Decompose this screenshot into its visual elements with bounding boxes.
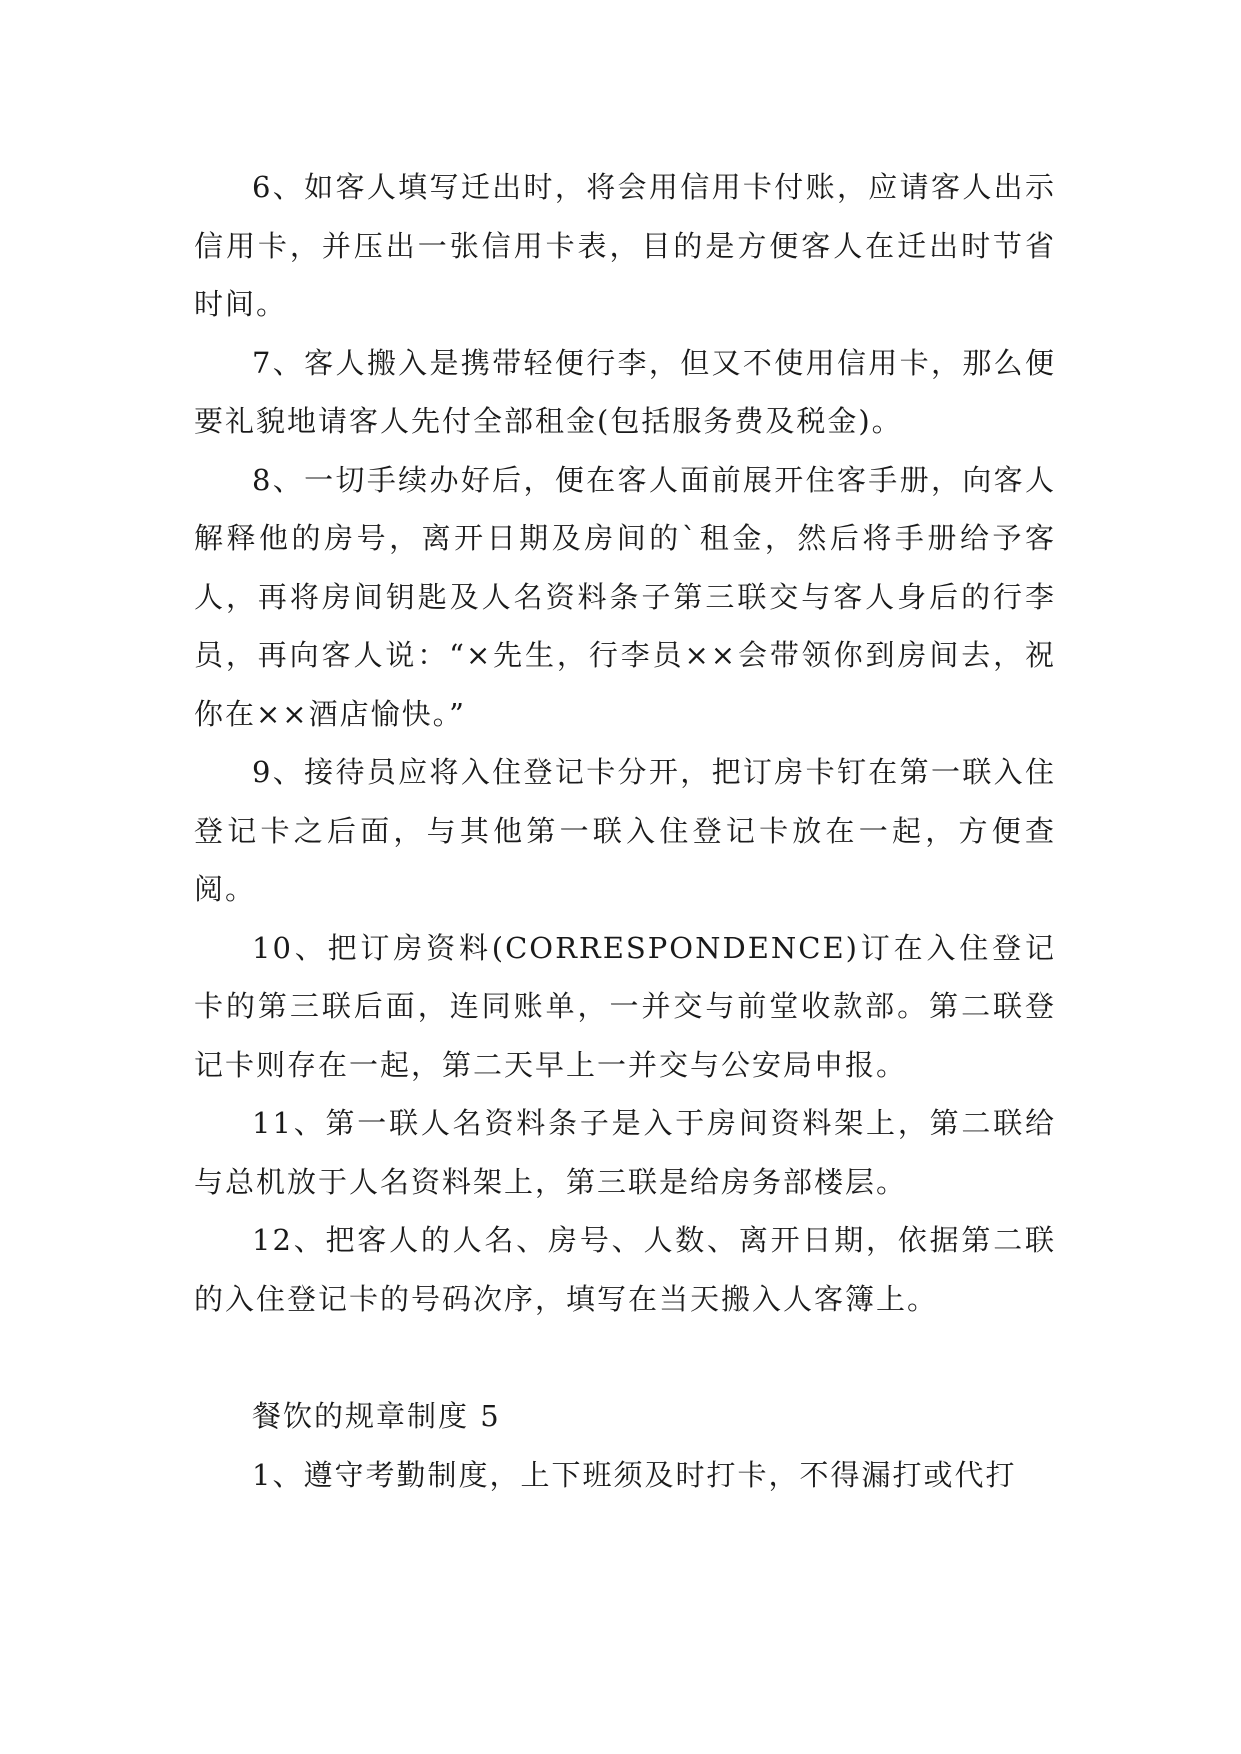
section-heading: 餐饮的规章制度 5 [252, 1399, 501, 1433]
paragraph-9: 9、接待员应将入住登记卡分开，把订房卡钉在第一联入住登记卡之后面，与其他第一联入住登记卡放在一起，方便查阅。 [194, 755, 1056, 906]
paragraph-11: 11、第一联人名资料条子是入于房间资料架上，第二联给与总机放于人名资料架上，第三联是给房务部楼层。 [194, 1106, 1056, 1199]
paragraph-rule-1: 1、遵守考勤制度，上下班须及时打卡，不得漏打或代打 [252, 1457, 1017, 1492]
paragraph-10: 10、把订房资料(CORRESPONDENCE)订在入住登记卡的第三联后面，连同账单，一并交与前堂收款部。第二联登记卡则存在一起，第二天早上一并交与公安局申报。 [194, 930, 1056, 1082]
paragraph-12: 12、把客人的人名、房号、人数、离开日期，依据第二联的入住登记卡的号码次序，填写在当天搬入人客簿上。 [194, 1223, 1056, 1316]
paragraph-7: 7、客人搬入是携带轻便行李，但又不使用信用卡，那么便要礼貌地请客人先付全部租金(包括服务费及税金)。 [194, 345, 1056, 438]
paragraph-6: 6、如客人填写迁出时，将会用信用卡付账，应请客人出示信用卡，并压出一张信用卡表，目的是方便客人在迁出时节省时间。 [194, 170, 1056, 321]
paragraph-8: 8、一切手续办好后，便在客人面前展开住客手册，向客人解释他的房号，离开日期及房间的`租金，然后将手册给予客人，再将房间钥匙及人名资料条子第三联交与客人身后的行李员，再向客人说：“×先生，行李员××会带领你到房间去，祝你在××酒店愉快。” [194, 462, 1056, 731]
document-body [194, 158, 1056, 1504]
